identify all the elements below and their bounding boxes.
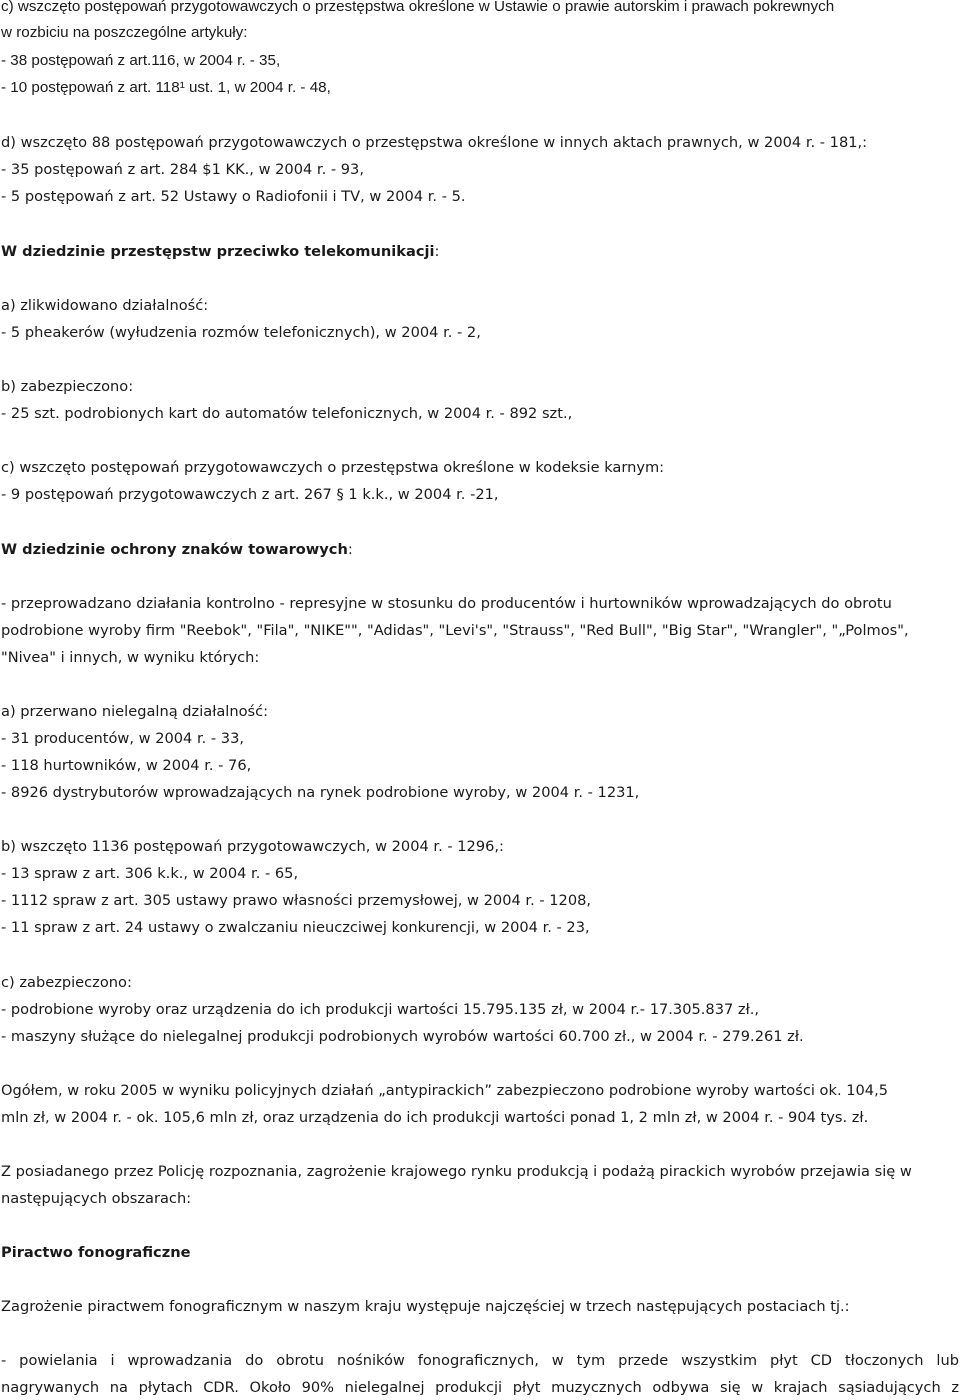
heading-telecom-colon: : bbox=[434, 243, 440, 260]
copyright-item-art116: - 38 postępowań z art.116, w 2004 r. - 35, bbox=[1, 52, 281, 69]
trademarks-a-heading: a) przerwano nielegalną działalność: bbox=[1, 703, 269, 720]
trademarks-a-distributors: - 8926 dystrybutorów wprowadzających na rynek podrobione wyroby, w 2004 r. - 1231, bbox=[1, 784, 640, 801]
summary-paragraph-2: mln zł, w 2004 r. - ok. 105,6 mln zł, oraz urządzenia do ich produkcji wartości ponad 1, 2 mln zł, w 2004 r. - 904 tys. zł. bbox=[1, 1109, 869, 1126]
trademarks-c-machines: - maszyny służące do nielegalnej produkcji podrobionych wyrobów wartości 60.700 zł., w 2004 r. - 279.261 zł. bbox=[1, 1028, 804, 1045]
other-acts-item-radio-tv: - 5 postępowań z art. 52 Ustawy o Radiofonii i TV, w 2004 r. - 5. bbox=[1, 188, 466, 205]
copyright-item-art118: - 10 postępowań z art. 118¹ ust. 1, w 2004 r. - 48, bbox=[1, 79, 331, 96]
section-c-copyright-intro-cont: w rozbiciu na poszczególne artykuły: bbox=[1, 24, 248, 41]
telecom-b-item-phonecards: - 25 szt. podrobionych kart do automatów telefonicznych, w 2004 r. - 892 szt., bbox=[1, 405, 573, 422]
heading-trademarks-text: W dziedzinie ochrony znaków towarowych bbox=[1, 541, 348, 558]
section-d-other-acts: d) wszczęto 88 postępowań przygotowawczych o przestępstwa określone w innych aktach prawnych, w 2004 r. - 181,: bbox=[1, 134, 868, 151]
other-acts-item-kk284: - 35 postępowań z art. 284 $1 KK., w 2004 r. - 93, bbox=[1, 161, 364, 178]
heading-telecom-crimes bbox=[1, 241, 439, 263]
heading-trademarks-colon: : bbox=[347, 541, 353, 558]
trademarks-intro-1: - przeprowadzano działania kontrolno - represyjne w stosunku do producentów i hurtowników wprowadzających do obrotu bbox=[1, 595, 892, 612]
trademarks-intro-2: podrobione wyroby firm "Reebok", "Fila", "NIKE"", "Adidas", "Levi's", "Strauss", "Red Bull", "Big Star", "Wrangler", "„Polmos", bbox=[1, 622, 909, 639]
threat-paragraph-2: następujących obszarach: bbox=[1, 1190, 192, 1207]
heading-telecom-text: W dziedzinie przestępstw przeciwko telekomunikacji bbox=[1, 243, 435, 260]
telecom-b-heading: b) zabezpieczono: bbox=[1, 378, 134, 395]
heading-trademarks bbox=[1, 539, 353, 561]
threat-paragraph-1: Z posiadanego przez Policję rozpoznania, zagrożenie krajowego rynku produkcją i podażą pirackich wyrobów przejawia się w bbox=[1, 1163, 912, 1180]
trademarks-c-heading: c) zabezpieczono: bbox=[1, 974, 132, 991]
heading-phonographic-piracy: Piractwo fonograficzne bbox=[1, 1244, 191, 1261]
trademarks-b-ipl305: - 1112 spraw z art. 305 ustawy prawo własności przemysłowej, w 2004 r. - 1208, bbox=[1, 892, 592, 909]
phonographic-item-1: - powielania i wprowadzania do obrotu nośników fonograficznych, w tym przede wszystkim płyt CD tłoczonych lub bbox=[1, 1352, 959, 1369]
telecom-c-item-kk267: - 9 postępowań przygotowawczych z art. 267 § 1 k.k., w 2004 r. -21, bbox=[1, 486, 499, 503]
trademarks-intro-3: "Nivea" i innych, w wyniku których: bbox=[1, 649, 260, 666]
telecom-a-item-phreakers: - 5 pheakerów (wyłudzenia rozmów telefonicznych), w 2004 r. - 2, bbox=[1, 324, 481, 341]
trademarks-a-producers: - 31 producentów, w 2004 r. - 33, bbox=[1, 730, 245, 747]
trademarks-b-heading: b) wszczęto 1136 postępowań przygotowawczych, w 2004 r. - 1296,: bbox=[1, 838, 504, 855]
section-c-copyright-intro: c) wszczęto postępowań przygotowawczych o przestępstwa określone w Ustawie o prawie autorskim i prawach pokrewnych bbox=[1, 0, 835, 15]
telecom-c-heading: c) wszczęto postępowań przygotowawczych o przestępstwa określone w kodeksie karnym: bbox=[1, 459, 665, 476]
trademarks-a-wholesalers: - 118 hurtowników, w 2004 r. - 76, bbox=[1, 757, 252, 774]
trademarks-b-unfair-competition: - 11 spraw z art. 24 ustawy o zwalczaniu nieuczciwej konkurencji, w 2004 r. - 23, bbox=[1, 919, 590, 936]
phonographic-item-1-cont: nagrywanych na płytach CDR. Około 90% nielegalnej produkcji płyt muzycznych odbywa się w krajach sąsiadujących z bbox=[1, 1379, 959, 1396]
trademarks-b-kk306: - 13 spraw z art. 306 k.k., w 2004 r. - 65, bbox=[1, 865, 299, 882]
telecom-a-heading: a) zlikwidowano działalność: bbox=[1, 297, 209, 314]
trademarks-c-goods: - podrobione wyroby oraz urządzenia do ich produkcji wartości 15.795.135 zł, w 2004 r.- 17.305.837 zł., bbox=[1, 1001, 759, 1018]
phonographic-intro: Zagrożenie piractwem fonograficznym w naszym kraju występuje najczęściej w trzech następujących postaciach tj.: bbox=[1, 1298, 850, 1315]
summary-paragraph-1: Ogółem, w roku 2005 w wyniku policyjnych działań „antypirackich” zabezpieczono podrobione wyroby wartości ok. 104,5 bbox=[1, 1082, 888, 1099]
